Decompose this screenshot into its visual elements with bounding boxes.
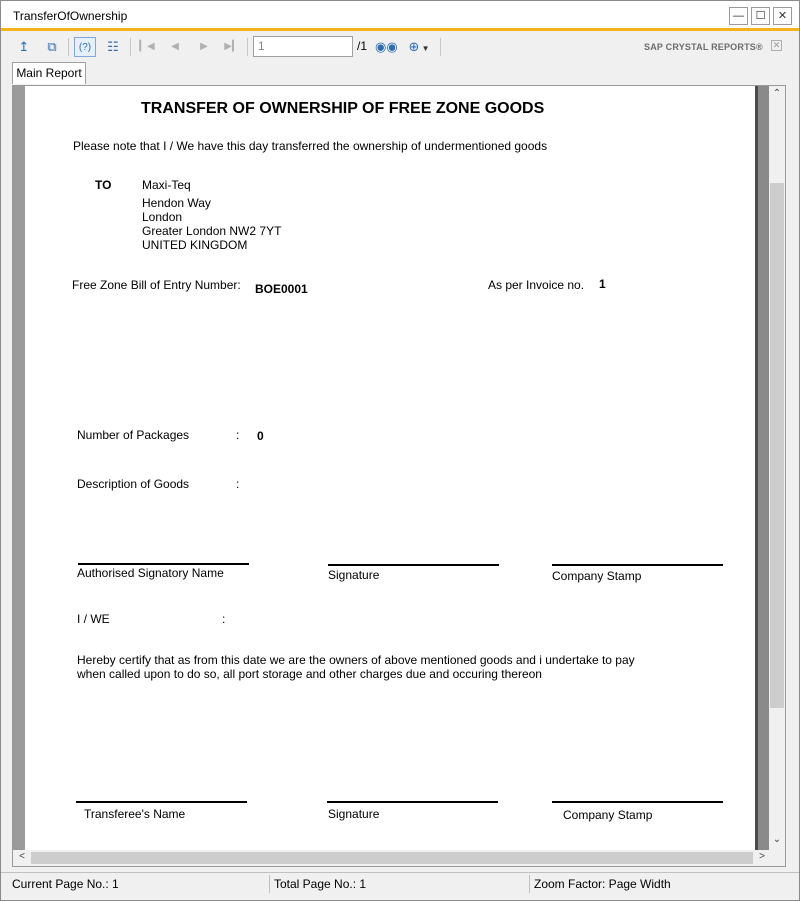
- find-icon[interactable]: ◉◉: [375, 39, 398, 54]
- brand-logo-text: SAP CRYSTAL REPORTS®: [644, 42, 763, 52]
- packages-colon: :: [236, 428, 240, 442]
- close-view-icon[interactable]: ✕: [772, 40, 781, 50]
- previous-page-icon[interactable]: ◀: [171, 41, 179, 52]
- iwe-label: I / WE: [77, 612, 110, 626]
- company-stamp-label: Company Stamp: [563, 808, 653, 822]
- description-label: Description of Goods: [77, 477, 190, 491]
- invoice-label: As per Invoice no.: [488, 278, 585, 292]
- address-line: Hendon Way: [142, 196, 211, 210]
- invoice-value: 1: [599, 277, 606, 291]
- page-number-input[interactable]: 1: [253, 36, 353, 57]
- maximize-button[interactable]: ☐: [751, 7, 770, 25]
- signature-line: [327, 801, 498, 803]
- minimize-button[interactable]: —: [729, 7, 748, 25]
- report-page: [25, 86, 755, 850]
- zoom-icon[interactable]: ⊕ ▼: [408, 39, 430, 54]
- certify-text: Hereby certify that as from this date we are the owners of above mentioned goods and i undertake to pay: [77, 653, 635, 667]
- current-page-status: Current Page No.: 1: [12, 877, 119, 891]
- address-line: London: [142, 210, 183, 224]
- total-page-status: Total Page No.: 1: [274, 877, 367, 891]
- description-colon: :: [236, 477, 240, 491]
- next-page-icon[interactable]: ▶: [200, 41, 208, 52]
- page-margin-right: [755, 86, 769, 850]
- close-button[interactable]: ✕: [773, 7, 792, 25]
- horizontal-scroll-thumb[interactable]: [31, 852, 753, 864]
- packages-value: 0: [257, 429, 264, 443]
- transferee-name-label: Transferee's Name: [84, 807, 186, 821]
- iwe-colon: :: [222, 612, 226, 626]
- report-title: TRANSFER OF OWNERSHIP OF FREE ZONE GOODS: [141, 100, 545, 117]
- to-label: TO: [95, 178, 112, 192]
- window-title: TransferOfOwnership: [13, 9, 128, 23]
- signature-line: [76, 801, 247, 803]
- scroll-down-icon[interactable]: ⌄: [772, 834, 782, 845]
- authorised-signatory-label: Authorised Signatory Name: [77, 566, 224, 580]
- scroll-up-icon[interactable]: ⌃: [772, 88, 782, 99]
- report-view: [12, 85, 786, 867]
- last-page-icon[interactable]: ▶▎: [224, 41, 240, 52]
- scroll-left-icon[interactable]: <: [19, 851, 25, 862]
- vertical-scrollbar[interactable]: [769, 86, 785, 850]
- boe-value: BOE0001: [255, 282, 308, 296]
- company-stamp-label: Company Stamp: [552, 569, 642, 583]
- address-line: Maxi-Teq: [142, 178, 191, 192]
- horizontal-scrollbar[interactable]: [13, 850, 785, 866]
- export-icon[interactable]: ↥: [18, 39, 30, 54]
- status-bar: [1, 872, 799, 894]
- title-bar: [1, 1, 799, 31]
- packages-label: Number of Packages: [77, 428, 190, 442]
- signature-line: [328, 564, 499, 566]
- signature-line: [552, 801, 723, 803]
- vertical-scroll-thumb[interactable]: [770, 183, 784, 708]
- first-page-icon[interactable]: ▎◀: [139, 41, 155, 52]
- copy-icon[interactable]: ⧉: [47, 39, 57, 54]
- intro-text: Please note that I / We have this day transferred the ownership of undermentioned goods: [73, 139, 548, 153]
- boe-label: Free Zone Bill of Entry Number:: [72, 278, 241, 292]
- tab-row: [1, 61, 799, 85]
- help-icon[interactable]: (?): [74, 37, 96, 57]
- address-line: Greater London NW2 7YT: [142, 224, 282, 238]
- signature-label: Signature: [328, 807, 380, 821]
- scroll-right-icon[interactable]: >: [759, 851, 765, 862]
- tab-main-report[interactable]: Main Report: [12, 62, 86, 84]
- signature-line: [552, 564, 723, 566]
- signature-label: Signature: [328, 568, 380, 582]
- page-total-label: /1: [357, 39, 368, 53]
- page-margin-left: [13, 86, 25, 850]
- zoom-factor-status: Zoom Factor: Page Width: [534, 877, 671, 891]
- address-line: UNITED KINGDOM: [142, 238, 248, 252]
- certify-text: when called upon to do so, all port storage and other charges due and occuring thereon: [77, 667, 542, 681]
- group-tree-icon[interactable]: ☷: [107, 39, 119, 54]
- signature-line: [78, 563, 249, 565]
